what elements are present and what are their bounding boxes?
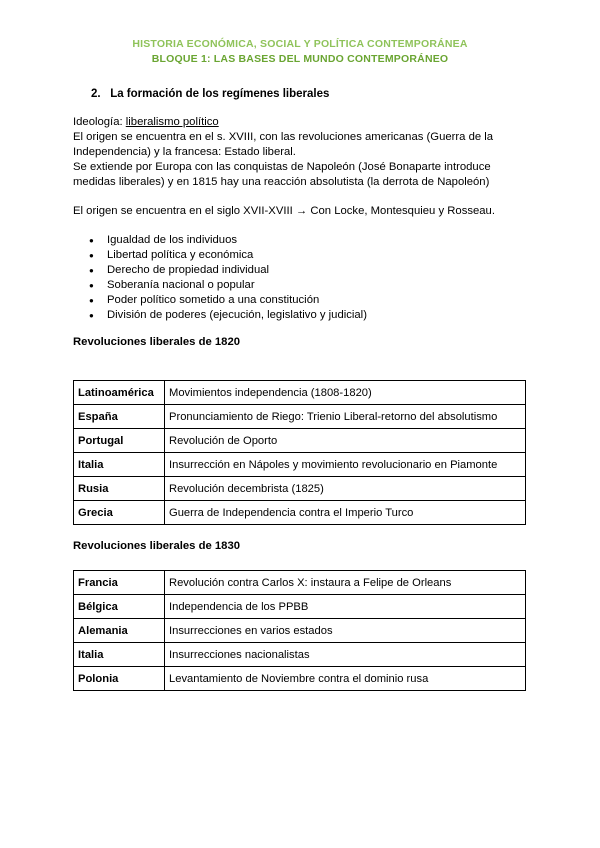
table-cell-event: Independencia de los PPBB	[165, 595, 526, 619]
intro-p3: El origen se encuentra en el siglo XVII-XVIII → Con Locke, Montesquieu y Rosseau.	[73, 205, 495, 217]
table-cell-event: Revolución decembrista (1825)	[165, 477, 526, 501]
table-cell-event: Levantamiento de Noviembre contra el dominio rusa	[165, 667, 526, 691]
table-cell-event: Insurrecciones nacionalistas	[165, 643, 526, 667]
table-row	[74, 405, 526, 429]
list-item: ● Soberanía nacional o popular	[89, 278, 367, 293]
table-cell-event: Pronunciamiento de Riego: Trienio Liberal-retorno del absolutismo	[165, 405, 526, 429]
table-cell-country: Latinoamérica	[74, 381, 165, 405]
table-cell-event: Insurrección en Nápoles y movimiento revolucionario en Piamonte	[165, 453, 526, 477]
table-row	[74, 619, 526, 643]
ideologia-value: liberalismo político	[125, 116, 219, 128]
document-header-subject: HISTORIA ECONÓMICA, SOCIAL Y POLÍTICA CONTEMPORÁNEA	[132, 38, 468, 50]
table-row	[74, 595, 526, 619]
section-number: 2.	[91, 88, 101, 100]
table-cell-event: Insurrecciones en varios estados	[165, 619, 526, 643]
table-row	[74, 501, 526, 525]
ideologia-line	[73, 115, 533, 130]
table-row	[74, 453, 526, 477]
table-cell-event: Revolución de Oporto	[165, 429, 526, 453]
rev1820-table	[73, 380, 526, 525]
table-row	[74, 429, 526, 453]
list-item: ● Poder político sometido a una constitución	[89, 293, 367, 308]
rev1830-table	[73, 570, 526, 691]
section-title-text: La formación de los regímenes liberales	[110, 88, 330, 100]
table-cell-event: Guerra de Independencia contra el Imperio Turco	[165, 501, 526, 525]
table-row	[74, 381, 526, 405]
table-cell-country: Polonia	[74, 667, 165, 691]
list-item: ● División de poderes (ejecución, legislativo y judicial)	[89, 308, 367, 323]
list-item: ● Derecho de propiedad individual	[89, 263, 367, 278]
table-row	[74, 477, 526, 501]
table-cell-country: Rusia	[74, 477, 165, 501]
rev1830-title: Revoluciones liberales de 1830	[73, 540, 241, 552]
table-row	[74, 571, 526, 595]
list-item: ● Igualdad de los individuos	[89, 233, 367, 248]
table-cell-country: Grecia	[74, 501, 165, 525]
table-row	[74, 643, 526, 667]
intro-paragraph	[73, 115, 533, 190]
document-header-block: BLOQUE 1: LAS BASES DEL MUNDO CONTEMPORÁNEO	[151, 53, 449, 65]
intro-p1: El origen se encuentra en el s. XVIII, con las revoluciones americanas (Guerra de la Independencia) y la francesa: Estado liberal.	[73, 131, 494, 158]
table-cell-country: Francia	[74, 571, 165, 595]
table-cell-country: Alemania	[74, 619, 165, 643]
principles-list	[89, 233, 367, 323]
table-cell-country: Portugal	[74, 429, 165, 453]
rev1820-title: Revoluciones liberales de 1820	[73, 336, 241, 348]
intro-p2: Se extiende por Europa con las conquistas de Napoleón (José Bonaparte introduce medidas liberales) y en 1815 hay una reacción absolutista (la derrota de Napoleón)	[73, 161, 491, 188]
table-cell-event: Movimientos independencia (1808-1820)	[165, 381, 526, 405]
section-title	[91, 88, 329, 100]
list-item: ● Libertad política y económica	[89, 248, 367, 263]
table-cell-country: España	[74, 405, 165, 429]
table-row	[74, 667, 526, 691]
table-cell-event: Revolución contra Carlos X: instaura a Felipe de Orleans	[165, 571, 526, 595]
table-cell-country: Bélgica	[74, 595, 165, 619]
table-cell-country: Italia	[74, 643, 165, 667]
ideologia-label: Ideología:	[73, 116, 126, 128]
table-cell-country: Italia	[74, 453, 165, 477]
